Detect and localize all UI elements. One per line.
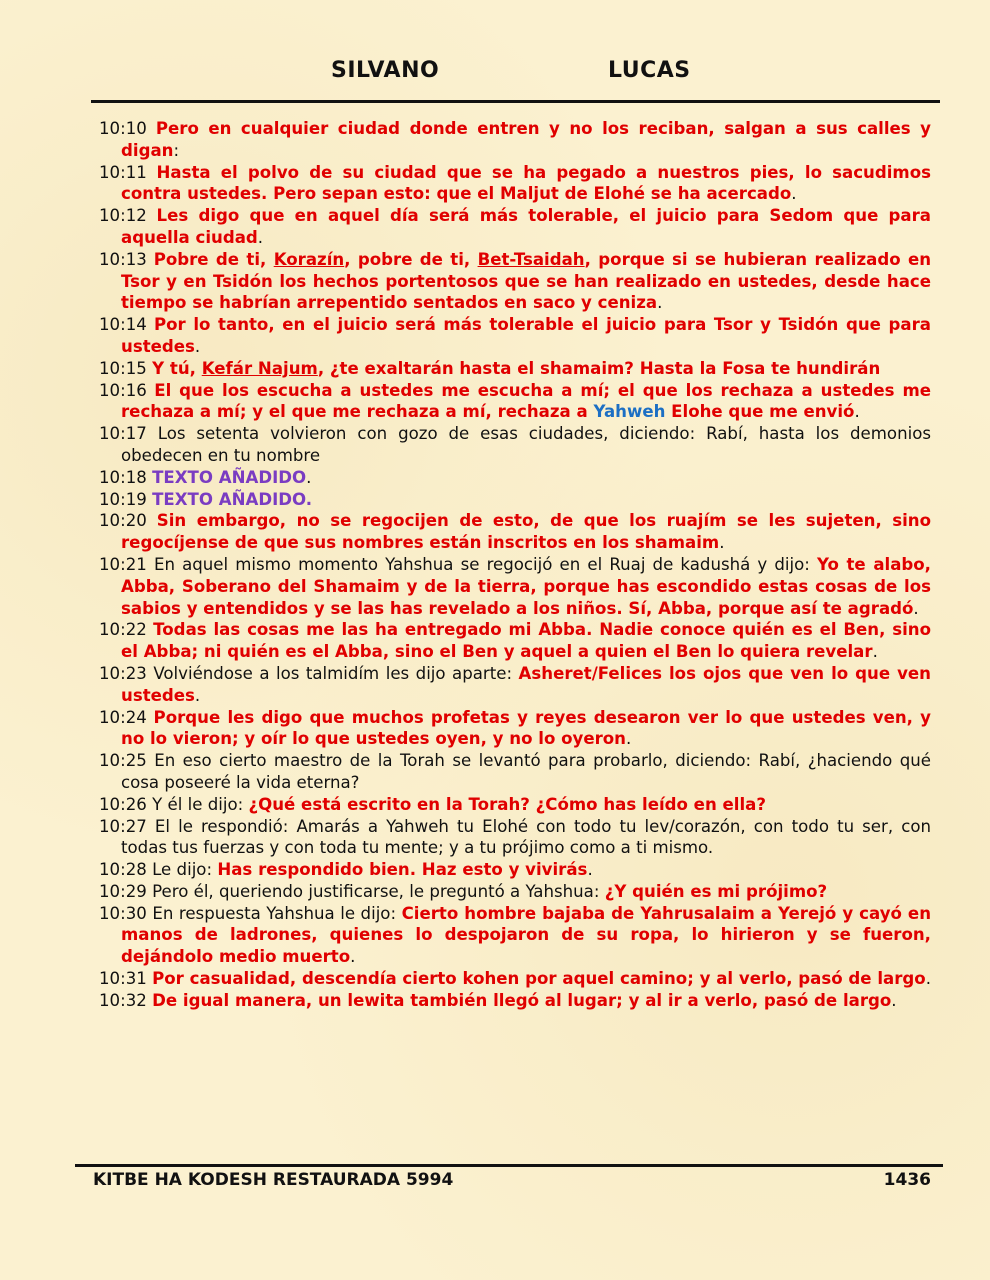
verse-text: De igual manera, un lewita también llegó al lugar; y al ir a verlo, pasó de largo [152, 990, 892, 1010]
verse-text: Yo te alabo, Abba, Soberano del Shamaim y de la tierra, porque has escondido estas cosas de los sabios y entendidos y se las has revelado a los niños. Sí, Abba, porque así te agradó [121, 554, 931, 618]
page-number: 1436 [883, 1170, 931, 1190]
verse-text: Bet-Tsaidah [477, 249, 585, 269]
verse-text: Les digo que en aquel día será más tolerable, el juicio para Sedom que para aquella ciudad [121, 206, 931, 247]
verse-text: Porque les digo que muchos profetas y reyes desearon ver lo que ustedes ven, y no lo vieron; y oír lo que ustedes oyen, y no lo oyeron [121, 707, 932, 749]
verse-text: Sin embargo, no se regocijen de esto, de que los ruajím se les sujeten, sino regocíjense de que sus nombres están inscritos en los shamaim [121, 511, 931, 553]
verse [99, 510, 931, 554]
verse-text: . [657, 293, 663, 313]
verse-text: . [194, 336, 201, 356]
verse [99, 118, 931, 162]
verse-text: . [854, 402, 860, 422]
verse-text: Elohe que me envió [665, 402, 855, 422]
verse-text: . [913, 598, 919, 618]
verse [99, 423, 931, 467]
verse-ref: 10:29 [99, 881, 147, 901]
verse [99, 380, 931, 424]
verse [99, 859, 931, 881]
verse-text: . [626, 729, 632, 749]
verse-ref: 10:10 [99, 119, 147, 138]
verse [99, 249, 931, 314]
verse-text: Volviéndose a los talmidím les dijo aparte: [153, 663, 519, 683]
verse-text: Cierto hombre bajaba de Yahrusalaim a Yerejó y cayó en manos de ladrones, quienes lo despojaron de su ropa, lo hirieron y se fueron, dejándolo medio muerto [121, 903, 932, 967]
verse [99, 750, 931, 794]
verse-ref: 10:30 [99, 903, 147, 923]
verse-ref: 10:27 [99, 816, 147, 836]
verse-ref: 10:21 [99, 554, 147, 574]
verse-ref: 10:20 [99, 511, 147, 531]
verse-text: Por casualidad, descendía cierto kohen por aquel camino; y al verlo, pasó de largo [152, 969, 926, 989]
verse-text: Yahweh [593, 402, 666, 422]
verse-text: . [925, 969, 931, 989]
header-author: SILVANO [331, 58, 440, 83]
verse [99, 489, 931, 511]
verse-text: Y tú, [152, 358, 202, 378]
verse [99, 358, 931, 380]
verse [99, 467, 931, 489]
verse-list [99, 118, 931, 1012]
verse [99, 990, 931, 1012]
verse-ref: 10:13 [99, 249, 147, 269]
verse-text: , pobre de ti, [344, 249, 478, 269]
verse-text: Pobre de ti, [153, 249, 274, 269]
verse-ref: 10:23 [99, 663, 147, 683]
verse-text: Le dijo: [152, 860, 218, 880]
verse-text: Has respondido bien. Haz esto y vivirás [217, 860, 588, 880]
page-header [0, 58, 990, 92]
verse-ref: 10:31 [99, 969, 147, 989]
verse-text: . [194, 685, 201, 705]
verse [99, 968, 931, 990]
verse-text: TEXTO AÑADIDO. [152, 489, 313, 509]
verse-text: En respuesta Yahshua le dijo: [152, 903, 402, 923]
header-book: LUCAS [608, 58, 691, 83]
verse-text: , porque si se hubieran realizado en Tsor y en Tsidón los hechos portentosos que se han realizado en ustedes, desde hace tiempo se habrían arrepentido sentados en saco y ceniza [121, 249, 932, 313]
verse-text: Pero él, queriendo justificarse, le preguntó a Yahshua: [152, 881, 605, 901]
verse [99, 162, 931, 206]
verse-ref: 10:11 [99, 162, 147, 182]
verse-ref: 10:28 [99, 860, 147, 880]
verse-ref: 10:25 [99, 751, 147, 771]
verse-text: El le respondió: Amarás a Yahweh tu Elohé con todo tu lev/corazón, con todo tu ser, con todas tus fuerzas y con toda tu mente; y a tu prójimo como a ti mismo. [121, 816, 931, 858]
verse-text: ¿Qué está escrito en la Torah? ¿Cómo has leído en ella? [248, 794, 766, 814]
verse-text: ¿Y quién es mi prójimo? [604, 881, 828, 901]
verse [99, 881, 931, 903]
verse-text: Por lo tanto, en el juicio será más tolerable el juicio para Tsor y Tsidón que para ustedes [121, 315, 931, 356]
verse-text: . [257, 227, 264, 247]
verse-text: Asheret/Felices los ojos que ven lo que ven ustedes [121, 663, 931, 705]
verse [99, 205, 931, 249]
verse-text: Y él le dijo: [152, 794, 249, 814]
verse-ref: 10:19 [99, 489, 147, 509]
verse-text: . [791, 184, 797, 204]
verse-text: , ¿te exaltarán hasta el shamaim? Hasta la Fosa te hundirán [317, 358, 881, 378]
verse [99, 903, 931, 968]
verse-text: Pero en cualquier ciudad donde entren y no los reciban, salgan a sus calles y digan [121, 119, 931, 160]
verse-ref: 10:15 [99, 358, 147, 378]
verse-text: Hasta el polvo de su ciudad que se ha pegado a nuestros pies, lo sacudimos contra ustedes. Pero sepan esto: que el Maljut de Elohé se ha acercado [121, 162, 932, 204]
verse-text: En eso cierto maestro de la Torah se levantó para probarlo, diciendo: Rabí, ¿haciendo qué cosa poseeré la vida eterna? [121, 751, 931, 792]
verse-ref: 10:26 [99, 794, 147, 814]
verse-text: Kefár Najum [201, 358, 318, 378]
verse-ref: 10:17 [99, 424, 147, 444]
verse-text: . [306, 467, 312, 487]
verse [99, 314, 931, 358]
verse-ref: 10:22 [99, 620, 147, 640]
verse-text: : [173, 140, 180, 160]
verse-text: El que los escucha a ustedes me escucha a mí; el que los rechaza a ustedes me rechaza a mí; y el que me rechaza a mí, rechaza a [121, 380, 931, 422]
verse [99, 816, 931, 860]
verse-text: . [891, 990, 897, 1010]
verse-ref: 10:18 [99, 467, 147, 487]
verse-ref: 10:24 [99, 707, 147, 727]
verse-text: TEXTO AÑADIDO [152, 467, 307, 487]
verse-ref: 10:14 [99, 315, 147, 335]
verse-text: . [719, 533, 725, 553]
verse [99, 707, 931, 751]
verse [99, 554, 931, 619]
verse-text: En aquel mismo momento Yahshua se regocijó en el Ruaj de kadushá y dijo: [153, 554, 817, 574]
verse [99, 663, 931, 707]
verse-text: . [872, 642, 878, 662]
verse-text: . [587, 860, 593, 880]
verse-ref: 10:12 [99, 206, 147, 226]
header-divider [91, 100, 940, 103]
verse-text: Korazín [273, 249, 345, 269]
verse-ref: 10:16 [99, 380, 147, 400]
verse-text: Los setenta volvieron con gozo de esas ciudades, diciendo: Rabí, hasta los demonios obedecen en tu nombre [121, 424, 931, 465]
verse [99, 794, 931, 816]
footer-divider [75, 1164, 943, 1167]
footer-title: KITBE HA KODESH RESTAURADA 5994 [93, 1170, 454, 1190]
verse-text: Todas las cosas me las ha entregado mi Abba. Nadie conoce quién es el Ben, sino el Abba; ni quién es el Abba, sino el Ben y aquel a quien el Ben lo quiera revelar [121, 620, 932, 662]
verse-text: . [350, 947, 356, 967]
verse-ref: 10:32 [99, 990, 147, 1010]
verse [99, 619, 931, 663]
